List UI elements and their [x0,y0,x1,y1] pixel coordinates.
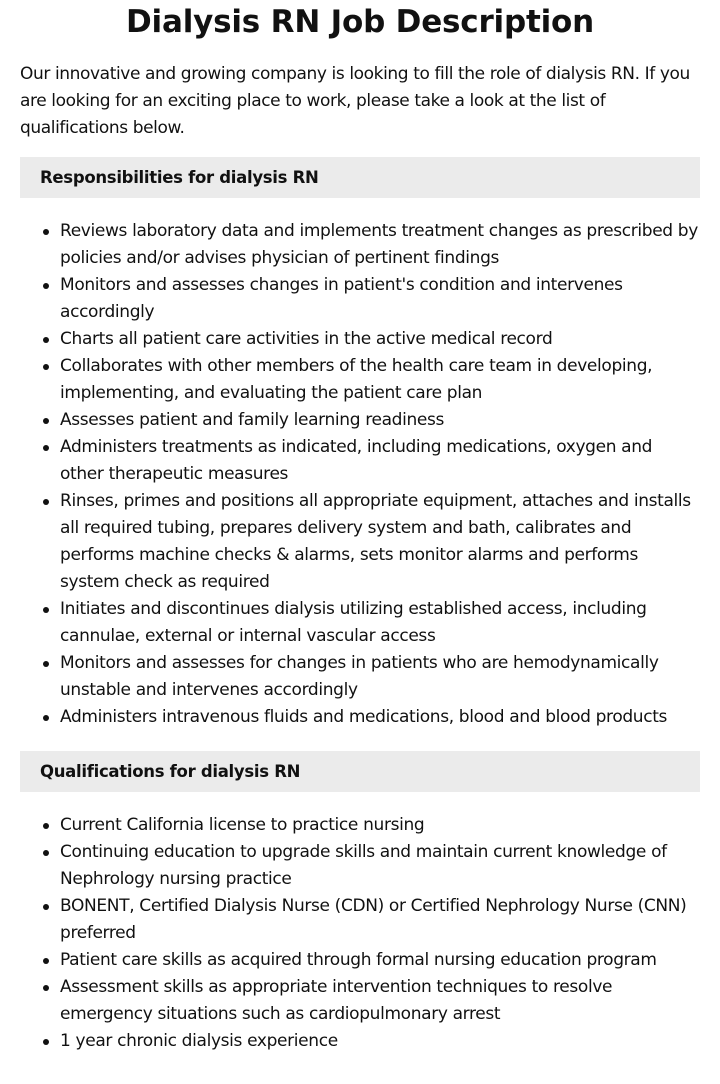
responsibilities-section [20,157,700,731]
list-item: Monitors and assesses changes in patient's condition and intervenes accordingly [60,272,700,326]
list-item: Charts all patient care activities in the active medical record [60,326,700,353]
list-item: Assesses patient and family learning readiness [60,407,700,434]
list-item: Initiates and discontinues dialysis utilizing established access, including cannulae, external or internal vascular access [60,596,700,650]
list-item: Administers treatments as indicated, including medications, oxygen and other therapeutic measures [60,434,700,488]
list-item: Monitors and assesses for changes in patients who are hemodynamically unstable and intervenes accordingly [60,650,700,704]
list-item: Collaborates with other members of the health care team in developing, implementing, and evaluating the patient care plan [60,353,700,407]
list-item: Reviews laboratory data and implements treatment changes as prescribed by policies and/or advises physician of pertinent findings [60,218,700,272]
intro-paragraph: Our innovative and growing company is looking to fill the role of dialysis RN. If you are looking for an exciting place to work, please take a look at the list of qualifications below. [20,64,690,138]
qualifications-heading: Qualifications for dialysis RN [20,751,700,792]
page-title: Dialysis RN Job Description [126,4,594,40]
list-item: 1 year chronic dialysis experience [60,1028,700,1055]
list-item: Current California license to practice nursing [60,812,700,839]
list-item: Assessment skills as appropriate intervention techniques to resolve emergency situations such as cardiopulmonary arrest [60,974,700,1028]
responsibilities-list [20,218,700,731]
list-item: BONENT, Certified Dialysis Nurse (CDN) or Certified Nephrology Nurse (CNN) preferred [60,893,700,947]
list-item: Continuing education to upgrade skills and maintain current knowledge of Nephrology nursing practice [60,839,700,893]
list-item: Administers intravenous fluids and medications, blood and blood products [60,704,700,731]
responsibilities-heading: Responsibilities for dialysis RN [20,157,700,198]
list-item: Patient care skills as acquired through formal nursing education program [60,947,700,974]
list-item: Rinses, primes and positions all appropriate equipment, attaches and installs all required tubing, prepares delivery system and bath, calibrates and performs machine checks & alarms, sets monitor alarms and performs system check as required [60,488,700,596]
qualifications-section [20,751,700,1055]
qualifications-list [20,812,700,1055]
